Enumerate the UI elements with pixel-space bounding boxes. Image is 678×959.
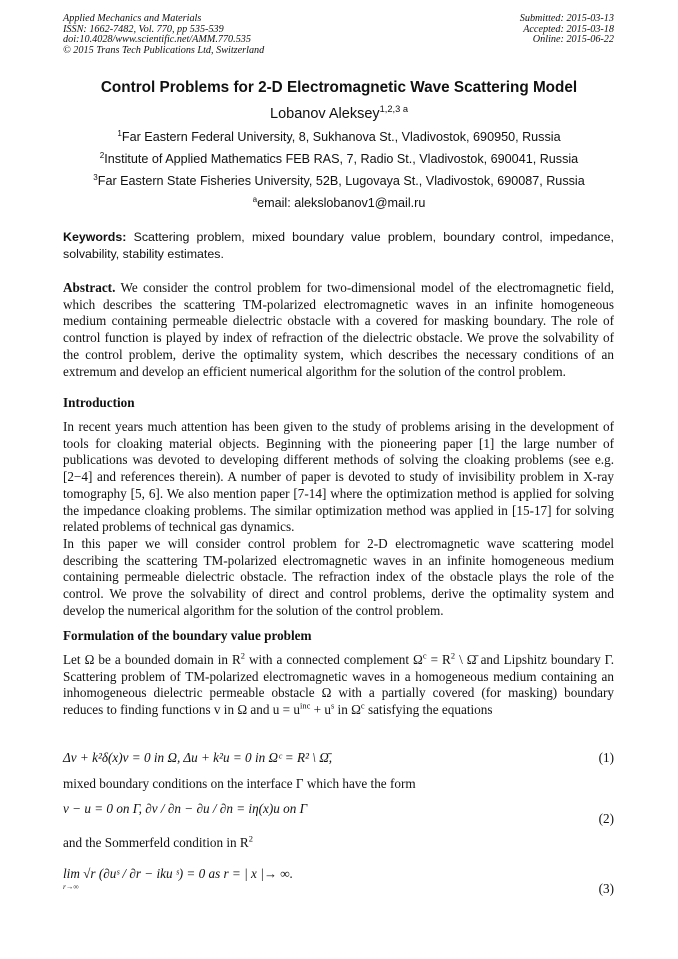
keywords-label: Keywords: (63, 230, 127, 244)
paper-title: Control Problems for 2-D Electromagnetic Wave Scattering Model (100, 79, 578, 96)
author-name: Lobanov Aleksey (270, 106, 380, 122)
equation-2-number: (2) (598, 811, 614, 826)
keywords-text: Scattering problem, mixed boundary value problem, boundary control, impedance, solvability, stability estimates. (63, 230, 614, 261)
mixed-conditions-text: mixed boundary conditions on the interface Γ which have the form (63, 776, 416, 791)
introduction-paragraph-1: In recent years much attention has been given to the study of problems arising in the development of tools for cloaking material objects. Beginning with the pioneering paper [1] the large number of publications was devoted to developing different methods of solving the cloaking problems (see e.g. [2−4] and references therein). A number of paper is devoted to study of invisibility problem in X-ray tomography [5, 6]. We also mention paper [7-14] where the optimization method is applied for solving the impedance cloaking problems. The similar optimization method was applied in [15-17] for solving related problems of technical gas dynamics. (63, 419, 614, 535)
equation-2 (63, 801, 614, 826)
author-superscript: 1,2,3 a (379, 104, 408, 115)
doi-line: doi:10.4028/www.scientific.net/AMM.770.535 (63, 34, 251, 45)
submitted-date: Submitted: 2015-03-13 (519, 13, 614, 24)
sommerfeld-text: and the Sommerfeld condition in $R^2$ (63, 833, 253, 850)
formulation-intro: Let Ω be a bounded domain in $R^2$ with a connected complement $\Omega^c = R^2$ \ Ω̄ and Lipshitz boundary Γ. Scattering problem of TM-polarized electromagnetic waves in a homogeneous medium containing an inhomogeneous dielectric permeable obstacle Ω with a partially covered (for masking) boundary reduces to finding functions v in Ω and $u = u^{inc} + u^s$ in $\Omega^c$ satisfying the equations (63, 650, 615, 718)
affiliation-1: $^1$Far Eastern Federal University, 8, Sukhanova St., Vladivostok, 690950, Russia (117, 128, 561, 144)
introduction-body (63, 419, 614, 619)
equation-1 (63, 750, 614, 766)
abstract-text: We consider the control problem for two-dimensional model of the electromagnetic field, which describes the scattering TM-polarized electromagnetic waves in an infinite homogeneous medium containing permeable dielectric obstacle with a covered for masking boundary. The role of control function is played by index of refraction of the dielectric obstacle. We prove the solvability of the control problem, derive the optimality system, which describes the necessary conditions of an extremum and develop an efficient numerical algorithm for the solution of the control problem. (63, 280, 614, 379)
abstract-label: Abstract. (63, 280, 116, 295)
limit-operator: lim (63, 866, 80, 881)
equation-1-number: (1) (598, 750, 614, 765)
dates-header (520, 14, 614, 46)
limit-subscript: r→∞ (63, 882, 79, 891)
equation-3-number: (3) (598, 881, 614, 896)
journal-header (63, 14, 264, 56)
affiliation-3: $^3$Far Eastern State Fisheries University, 52B, Lugovaya St., Vladivostok, 690087, Russia (93, 172, 585, 188)
online-date: Online: 2015-06-22 (532, 34, 614, 45)
introduction-paragraph-2: In this paper we will consider control problem for 2-D electromagnetic wave scattering model describing the scattering TM-polarized electromagnetic waves in an infinite homogeneous medium containing permeable dielectric obstacle. The refraction index of the obstacle plays the role of the control. We prove the solvability of direct and control problems, derive the optimality system and develop the numerical algorithm for the solution of the control problem. (63, 535, 614, 618)
introduction-heading: Introduction (63, 395, 135, 410)
author-email: $^a$email: alekslobanov1@mail.ru (252, 194, 426, 210)
equation-1-body: Δv + k²δ(x)v = 0 in Ω, Δu + k²u = 0 in Ωᶜ = R² \ Ω̄, (63, 750, 333, 765)
issn-line: ISSN: 1662-7482, Vol. 770, pp 535-539 (63, 23, 224, 35)
journal-name: Applied Mechanics and Materials (63, 13, 202, 24)
affiliation-2: $^2$Institute of Applied Mathematics FEB RAS, 7, Radio St., Vladivostok, 690041, Russia (99, 150, 579, 166)
equation-2-body: v − u = 0 on Γ, ∂v / ∂n − ∂u / ∂n = iη(x)u on Γ (63, 801, 308, 816)
equation-3 (63, 866, 293, 891)
equation-3-body: √r (∂uˢ / ∂r − iku ˢ) = 0 as r = | x |→ ∞. (79, 866, 293, 881)
accepted-date: Accepted: 2015-03-18 (523, 23, 614, 35)
abstract (63, 280, 614, 380)
author (0, 106, 678, 122)
copyright-line: © 2015 Trans Tech Publications Ltd, Switzerland (63, 44, 265, 56)
formulation-heading: Formulation of the boundary value problem (63, 628, 312, 643)
keywords (63, 229, 614, 262)
